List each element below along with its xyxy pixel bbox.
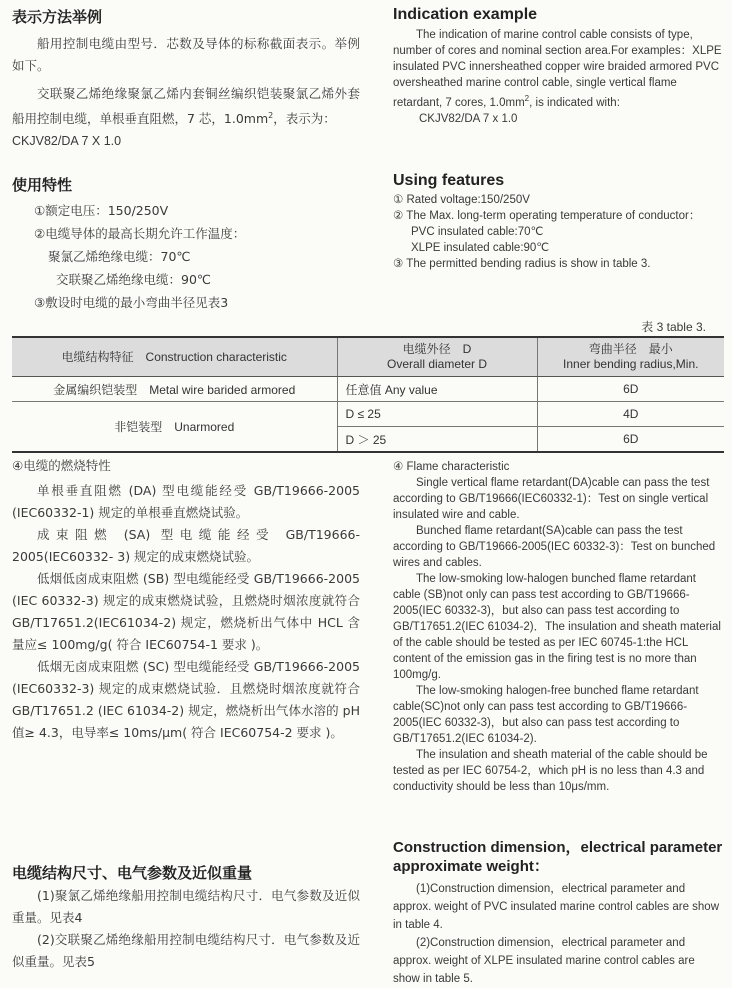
en-feature-2b: XLPE insulated cable:90℃ [411,242,550,254]
table-cell: 任意值 Any value [337,377,537,402]
cn-construction-p2: (2)交联聚乙烯绝缘船用控制电缆结构尺寸．电气参数及近似重量。见表5 [12,932,360,969]
table-row [12,377,724,402]
en-indication-section [393,6,723,127]
bending-radius-table [12,336,724,453]
en-flame-p4: The low-smoking halogen-free bunched flame retardant cable(SC)not only can pass test according to GB/T19666-2005(IEC 60332-3)，but also can pass test according to GB/T17651.2(IEC 61034-2). [393,685,699,745]
table-cell: D ＞ 25 [337,427,537,453]
en-construction-p1: (1)Construction dimension，electrical parameter and approx. weight of PVC insulated marine control cables are show in table 4. [393,883,720,931]
en-feature-1: ① Rated voltage:150/250V [393,194,530,206]
table-header-row [12,337,724,377]
cn-indication-section [12,6,360,152]
en-features-title: Using features [393,172,505,189]
en-flame-title: ④ Flame characteristic [393,461,510,473]
cn-flame-p1: 单根垂直阻燃 (DA) 型电缆能经受 GB/T19666-2005 (IEC60332-1) 规定的单根垂直燃烧试验。 [12,483,360,520]
en-features-section [393,172,723,272]
cn-indication-p1: 船用控制电缆由型号．芯数及导体的标称截面表示。举例如下。 [12,36,360,73]
cn-flame-section [12,455,360,744]
cn-features-section [12,174,360,314]
table-row [12,402,724,427]
en-indication-p1: The indication of marine control cable consists of type, number of cores and nominal section area.For examples：XLPE insulated PVC innersheathed copper wire braided armored PVC oversheathed marine control cable, single vertical flame retardant, 7 cores, $1.0mm^2$, is indicated with: [393,29,722,109]
table-cell: 4D [537,402,724,427]
cn-feature-2b: 交联聚乙烯绝缘电缆：90℃ [56,272,211,287]
en-indication-example: CKJV82/DA 7 x 1.0 [419,112,518,125]
header-construction: 电缆结构特征 Construction characteristic [12,337,337,377]
en-construction-title: Construction dimension，electrical parameter approximate weight： [393,839,723,875]
cn-feature-2a: 聚氯乙烯绝缘电缆：70℃ [48,249,191,264]
cn-flame-p3: 低烟低卤成束阻燃 (SB) 型电缆能经受 GB/T19666-2005 (IEC 60332-3) 规定的成束燃烧试验，且燃烧时烟浓度就符合 GB/T17651.2(IEC61034-2) 规定，燃烧析出气体中 HCL 含量应≤ 100mg/g( 符合 IEC60754-1 要求 )。 [12,571,360,652]
cn-indication-title: 表示方法举例 [12,8,103,26]
table-cell: 6D [537,427,724,453]
cn-construction-section [12,862,360,973]
table-cell: 6D [537,377,724,402]
en-indication-title: Indication example [393,6,538,23]
en-feature-2: ② The Max. long-term operating temperature of conductor： [393,210,701,222]
cn-flame-p4: 低烟无卤成束阻燃 (SC) 型电缆能经受 GB/T19666-2005 (IEC60332-3) 规定的成束燃烧试验．且燃烧时烟浓度就符合 GB/T17651.2 (IEC 61034-2) 规定，燃烧析出气体水溶的 pH 值≥ 4.3，电导率≤ 10ms/μm( 符合 IEC60754-2 要求 )。 [12,659,360,740]
en-feature-3: ③ The permitted bending radius is show in table 3. [393,258,651,270]
cn-features-title: 使用特性 [12,176,73,194]
table-caption: 表 3 table 3. [641,320,706,334]
header-bending: 弯曲半径 最小 Inner bending radius,Min. [537,337,724,377]
cn-feature-2: ②电缆导体的最高长期允许工作温度： [34,226,246,241]
en-feature-2a: PVC insulated cable:70℃ [411,226,544,238]
cn-flame-p2: 成束阻燃 (SA) 型电缆能经受 GB/T19666-2005(IEC60332- 3) 规定的成束燃烧试验。 [12,527,360,564]
en-flame-section [393,459,723,795]
en-construction-p2: (2)Construction dimension，electrical parameter and approx. weight of XLPE insulated marine control cables are show in table 5. [393,937,695,985]
table-cell: D ≤ 25 [337,402,537,427]
header-diameter: 电缆外径 D Overall diameter D [337,337,537,377]
en-flame-p1: Single vertical flame retardant(DA)cable can pass the test according to GB/T19666(IEC60332-1)：Test on single vertical insulated wire and cable. [393,477,710,521]
en-construction-section [393,838,723,988]
en-flame-p2: Bunched flame retardant(SA)cable can pass the test according to GB/T19666-2005(IEC 60332-3)：Test on bunched wires and cables. [393,525,716,569]
cn-flame-title: ④电缆的燃烧特性 [12,458,111,473]
table-cell: 金属编织铠装型 Metal wire barided armored [12,377,337,402]
table-cell: 非铠装型 Unarmored [12,402,337,453]
cn-indication-example: CKJV82/DA 7 X 1.0 [12,134,122,149]
cn-construction-title: 电缆结构尺寸、电气参数及近似重量 [12,864,253,882]
cn-construction-p1: (1)聚氯乙烯绝缘船用控制电缆结构尺寸．电气参数及近似重量。见表4 [12,888,360,925]
en-flame-p5: The insulation and sheath material of the cable should be tested as per IEC 60754-2，which pH is no less than 4.3 and conductivity should be less than 10μs/mm. [393,749,708,793]
cn-feature-1: ①额定电压：150/250V [34,203,169,218]
en-flame-p3: The low-smoking low-halogen bunched flame retardant cable (SB)not only can pass test according to GB/T19666-2005(IEC 60332-3)，but also can pass test according to GB/T17651.2(IEC 61034-2)．The insulation and sheath material of the cable should be tested as per IEC 60745-1:the HCL content of the emission gas in the firing test is no more than 100mg/g. [393,573,721,681]
cn-feature-3: ③敷设时电缆的最小弯曲半径见表3 [34,295,229,310]
cn-indication-p2: 交联聚乙烯绝缘聚氯乙烯内套铜丝编织铠装聚氯乙烯外套船用控制电缆，单根垂直阻燃，7 芯，$1.0mm^2$，表示为： [12,86,360,127]
